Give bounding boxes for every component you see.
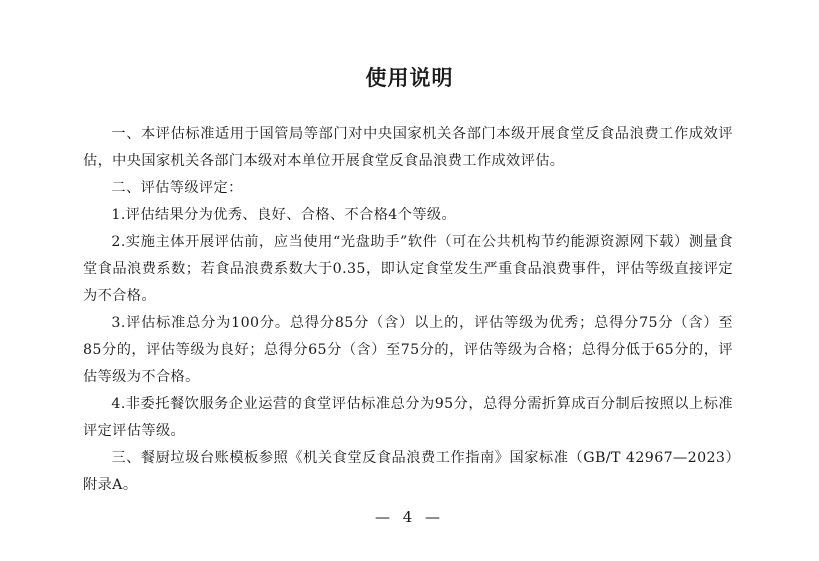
page-number: — 4 — (374, 508, 445, 526)
document-body (83, 121, 733, 499)
paragraph-waste-coefficient: 2.实施主体开展评估前，应当使用“光盘助手”软件（可在公共机构节约能源资源网下载）测量食堂食品浪费系数；若食品浪费系数大于0.35，即认定食堂发生严重食品浪费事件，评估等级直接评定为不合格。 (83, 234, 733, 304)
paragraph-scope: 一、本评估标准适用于国管局等部门对中央国家机关各部门本级开展食堂反食品浪费工作成效评估，中央国家机关各部门本级对本单位开展食堂反食品浪费工作成效评估。 (83, 126, 733, 169)
paragraph-ledger-template: 三、餐厨垃圾台账模板参照《机关食堂反食品浪费工作指南》国家标准（GB/T 42967—2023）附录A。 (83, 450, 733, 493)
paragraph-rating-heading: 二、评估等级评定： (111, 180, 243, 196)
paragraph-rating-levels: 1.评估结果分为优秀、良好、合格、不合格4个等级。 (111, 207, 457, 223)
paragraph-non-contracted: 4.非委托餐饮服务企业运营的食堂评估标准总分为95分，总得分需折算成百分制后按照以上标准评定评估等级。 (83, 396, 733, 439)
paragraph-score-thresholds: 3.评估标准总分为100分。总得分85分（含）以上的，评估等级为优秀；总得分75分（含）至85分的，评估等级为良好；总得分65分（含）至75分的，评估等级为合格；总得分低于65分的，评估等级为不合格。 (83, 315, 733, 385)
document-title: 使用说明 (365, 66, 454, 90)
